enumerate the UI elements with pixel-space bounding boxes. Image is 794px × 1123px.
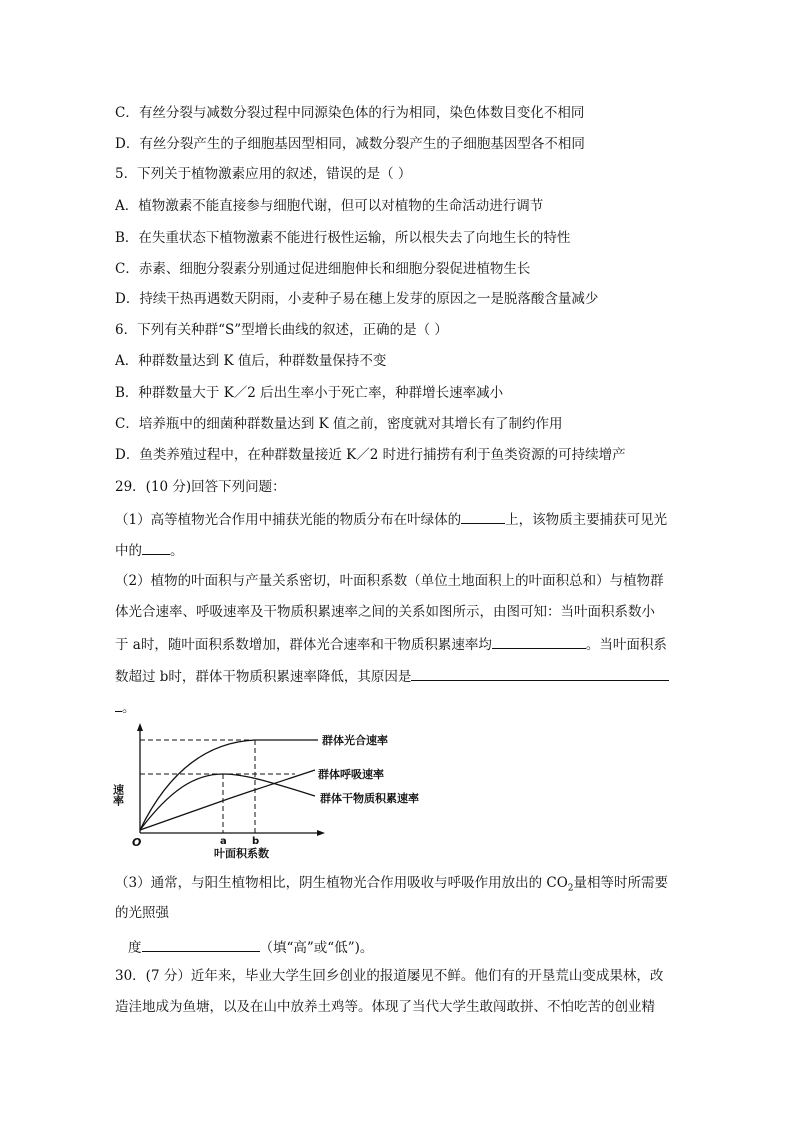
q6-option-c: C．培养瓶中的细菌种群数量达到 K 值之前，密度就对其增长有了制约作用	[115, 416, 563, 432]
question-30-line1: 30．(7 分）近年来，毕业大学生回乡创业的报道屡见不鲜。他们有的开垦荒山变成果林，改	[115, 968, 664, 984]
answer-blank-4-cont[interactable]	[115, 697, 122, 712]
q29-part1-text-d: 。	[170, 543, 184, 559]
legend-respiration: 群体呼吸速率	[318, 768, 384, 781]
q29-part1-line1	[115, 509, 667, 529]
q29-part2-text-f: 。	[122, 700, 136, 716]
option-c-cell-division: C．有丝分裂与减数分裂过程中同源染色体的行为相同，染色体数目变化不相同	[115, 105, 585, 121]
question-6-stem: 6．下列有关种群“S”型增长曲线的叙述，正确的是（ ）	[115, 322, 448, 338]
question-5-stem: 5．下列关于植物激素应用的叙述，错误的是（ ）	[115, 166, 412, 182]
photosynthesis-curve	[140, 740, 318, 830]
q29-part3-line1	[115, 874, 668, 898]
origin-label: O	[132, 836, 142, 849]
q29-part2-line3	[115, 634, 667, 654]
question-30-line2: 造洼地成为鱼塘，以及在山中放养土鸡等。体现了当代大学生敢闯敢拼、不怕吃苦的创业精	[115, 999, 655, 1015]
co2-subscript: 2	[567, 883, 574, 894]
q29-part2-text-d: 。当叶面积系	[585, 637, 667, 653]
tick-a-label: a	[220, 836, 227, 847]
q29-part2-line4	[115, 666, 669, 686]
y-axis-arrow	[137, 723, 143, 731]
answer-blank-3[interactable]	[492, 634, 586, 649]
x-axis-arrow	[317, 830, 325, 836]
tick-b-label: b	[252, 836, 260, 847]
q6-option-b: B．种群数量大于 K／2 后出生率小于死亡率，种群增长速率减小	[115, 385, 504, 401]
q5-option-d: D．持续干热再遇数天阴雨，小麦种子易在穗上发芽的原因之一是脱落酸含量减少	[115, 291, 599, 307]
q29-part3-text-b: 量相等时所需要	[573, 875, 669, 891]
q29-part1-text-a: （1）高等植物光合作用中捕获光能的物质分布在叶绿体的	[115, 512, 462, 528]
q5-option-a: A．植物激素不能直接参与细胞代谢，但可以对植物的生命活动进行调节	[115, 198, 544, 214]
q29-part1-text-c: 中的	[115, 543, 142, 559]
option-d-cell-division: D．有丝分裂产生的子细胞基因型相同，减数分裂产生的子细胞基因型各不相同	[115, 136, 585, 152]
answer-blank-5[interactable]	[142, 937, 260, 952]
q29-part3-text-e: （填“高”或“低”)。	[259, 940, 374, 956]
x-axis-label: 叶面积系数	[214, 847, 269, 860]
q29-part2-line2: 体光合速率、呼吸速率及干物质积累速率之间的关系如图所示，由图可知：当叶面积系数小	[115, 604, 655, 620]
q5-option-b: B．在失重状态下植物激素不能进行极性运输，所以根失去了向地生长的特性	[115, 230, 571, 246]
question-29-stem: 29．(10 分)回答下列问题：	[115, 479, 286, 495]
rate-vs-leaf-area-figure	[110, 718, 450, 866]
legend-dry-matter: 群体干物质积累速率	[320, 792, 419, 805]
q29-part3-text-d: 度	[128, 940, 142, 956]
y-axis-label: 速率	[111, 784, 125, 806]
q5-option-c: C．赤素、细胞分裂素分别通过促进细胞伸长和细胞分裂促进植物生长	[115, 261, 531, 277]
q6-option-d: D．鱼类养殖过程中，在种群数量接近 K／2 时进行捕捞有利于鱼类资源的可持续增产	[115, 447, 626, 463]
q29-part1-line2	[115, 540, 184, 560]
answer-blank-1[interactable]	[461, 509, 505, 524]
q29-part2-text-e: 数超过 b时，群体干物质积累速率降低，其原因是	[115, 669, 412, 685]
q29-part2-line1: （2）植物的叶面积与产量关系密切，叶面积系数（单位土地面积上的叶面积总和）与植物群	[115, 573, 664, 589]
answer-blank-4[interactable]	[411, 666, 669, 681]
q29-part2-line5	[115, 697, 136, 717]
q29-part3-line2: 的光照强	[115, 905, 169, 921]
q29-part2-text-c: 于 a时，随叶面积系数增加，群体光合速率和干物质积累速率均	[115, 637, 492, 653]
q6-option-a: A．种群数量达到 K 值后，种群数量保持不变	[115, 353, 387, 369]
q29-part3-text-a: （3）通常，与阳生植物相比，阴生植物光合作用吸收与呼吸作用放出的 CO	[115, 875, 568, 891]
q29-part3-line3	[128, 937, 373, 957]
legend-photosynthesis: 群体光合速率	[322, 734, 388, 747]
dry-matter-curve	[140, 774, 315, 830]
q29-part1-text-b: 上，该物质主要捕获可见光	[505, 512, 668, 528]
answer-blank-2[interactable]	[142, 540, 170, 555]
